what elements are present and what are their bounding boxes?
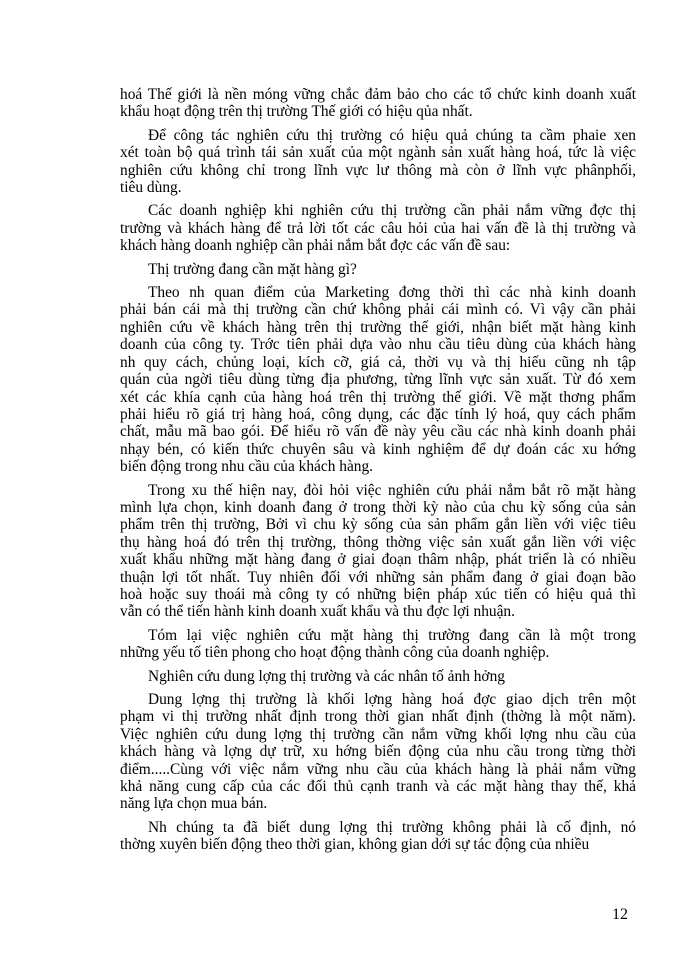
- body-paragraph: [120, 86, 636, 121]
- body-paragraph: [120, 691, 636, 813]
- paragraph-line: Tóm lại việc nghiên cứu mặt hàng thị trường đang cần là một trong: [148, 626, 636, 644]
- body-paragraph: [120, 284, 636, 475]
- paragraph-line: Trong xu thế hiện nay, đòi hỏi việc nghiên cứu phải nắm bắt rõ mặt hàng: [148, 481, 636, 499]
- paragraph-line: khả năng cung cấp của các đối thủ cạnh tranh và các mặt hàng thay thế, khả: [120, 778, 636, 796]
- paragraph-line: thờng xuyên biến động theo thời gian, không gian dới sự tác động của nhiều: [120, 836, 590, 854]
- paragraph-line: những yếu tố tiên phong cho hoạt động thành công của doanh nghiệp.: [120, 644, 550, 662]
- body-paragraph: [120, 202, 636, 254]
- paragraph-line: doanh của công ty. Trớc tiên phải dựa vào nhu cầu tiêu dùng của khách hàng: [120, 336, 636, 354]
- paragraph-line: nghiên cứu về khách hàng trên thị trường thế giới, nhận biết mặt hàng kinh: [120, 318, 636, 336]
- paragraph-line: Các doanh nghiệp khi nghiên cứu thị trường cần phải nắm vững đợc thị: [148, 202, 636, 220]
- paragraph-line: Nh chúng ta đã biết dung lợng thị trường không phải là cố định, nó: [148, 818, 636, 836]
- paragraph-line: Dung lợng thị trường là khối lợng hàng hoá đợc giao dịch trên một: [148, 691, 636, 708]
- paragraph-line: quán của ngời tiêu dùng từng địa phương, từng lĩnh vực sản xuất. Từ đó xem: [120, 371, 636, 389]
- paragraph-line: Theo nh quan điểm của Marketing đơng thời thì các nhà kinh doanh: [148, 284, 636, 302]
- paragraph-line: hoà hoặc suy thoái mà công ty có những biện pháp xúc tiến có hiệu quả thì: [120, 585, 636, 603]
- paragraph-line: chất, mẫu mã bao gói. Để hiểu rõ vấn đề này yêu cầu các nhà kinh doanh phải: [120, 423, 636, 441]
- paragraph-line: xuất khẩu những mặt hàng đang ở giai đoạn thâm nhập, phát triển là có nhiều: [120, 551, 636, 569]
- paragraph-line: khách hàng và lợng dự trữ, xu hớng biến động của nhu cầu trong từng thời: [120, 743, 636, 761]
- paragraph-line: điểm.....Cùng với việc nắm vững nhu cầu của khách hàng là phải nắm vững: [120, 760, 636, 778]
- paragraph-line: Để công tác nghiên cứu thị trường có hiệu quả chúng ta cầm phaie xen: [148, 126, 636, 144]
- section-heading: Thị trường đang cần mặt hàng gì?: [148, 260, 357, 278]
- document-page: [120, 86, 636, 860]
- paragraph-line: vẫn có thể tiến hành kinh doanh xuất khẩu và thu đợc lợi nhuận.: [120, 603, 515, 621]
- paragraph-line: Việc nghiên cứu dung lợng thị trường cần nắm vững khối lợng nhu cầu của: [120, 725, 636, 743]
- paragraph-line: phẩm trên thị trường, Bởi vì chu kỳ sống của sản phẩm gắn liền với việc tiêu: [120, 516, 636, 534]
- paragraph-line: phạm vi thị trường nhất định trong thời gian nhất định (thờng là một năm).: [120, 708, 636, 726]
- body-paragraph: [120, 819, 636, 854]
- paragraph-line: thuận lợi tốt nhất. Tuy nhiên đối với những sản phẩm đang ở giai đoạn bão: [120, 568, 636, 586]
- paragraph-line: thụ hàng hoá đó trên thị trường, thông thờng việc sản xuất gắn liền với việc: [120, 533, 636, 551]
- paragraph-line: tiêu dùng.: [120, 179, 182, 197]
- page-number: 12: [612, 906, 628, 923]
- paragraph-line: năng lựa chọn mua bán.: [120, 795, 268, 813]
- section-heading: Nghiên cứu dung lợng thị trường và các nhân tố ảnh hởng: [148, 667, 505, 685]
- paragraph-line: hoá Thế giới là nền móng vững chắc đảm bảo cho các tổ chức kinh doanh xuất: [120, 86, 636, 103]
- paragraph-line: nghiên cứu không chỉ trong lĩnh vực lư thông mà còn ở lĩnh vực phânphối,: [120, 161, 636, 179]
- paragraph-line: xét các khía cạnh của hàng hoá trên thị trường thế giới. Về mặt thơng phẩm: [120, 388, 636, 406]
- body-paragraph: [120, 627, 636, 662]
- paragraph-line: nhạy bén, có kiến thức chuyên sâu và kinh nghiệm để dự đoán các xu hớng: [120, 440, 636, 458]
- paragraph-line: biến động trong nhu cầu của khách hàng.: [120, 458, 374, 476]
- paragraph-line: khách hàng doanh nghiệp cần phải nắm bắt đợc các vấn đề sau:: [120, 237, 511, 255]
- paragraph-line: khẩu hoạt động trên thị trường Thế giới có hiệu qủa nhất.: [120, 103, 473, 121]
- paragraph-line: phải bán cái mà thị trường cần chứ không phải cái mình có. Vì vậy cần phải: [120, 301, 636, 319]
- body-paragraph: [120, 482, 636, 621]
- paragraph-line: phải hiểu rõ giá trị hàng hoá, công dụng, các đặc tính lý hoá, quy cách phẩm: [120, 405, 636, 423]
- paragraph-line: trường và khách hàng để trả lời tốt các câu hỏi của hai vấn đề là thị trường và: [120, 219, 636, 237]
- body-paragraph: [120, 127, 636, 197]
- paragraph-line: mình lựa chọn, kinh doanh đang ở trong thời kỳ nào của chu kỳ sống của sản: [120, 498, 636, 516]
- paragraph-line: xét toàn bộ quá trình tái sản xuất của một ngành sản xuất hàng hoá, tức là việc: [120, 144, 636, 162]
- paragraph-line: nh quy cách, chủng loại, kích cỡ, giá cả, thời vụ và thị hiếu cũng nh tập: [120, 353, 636, 371]
